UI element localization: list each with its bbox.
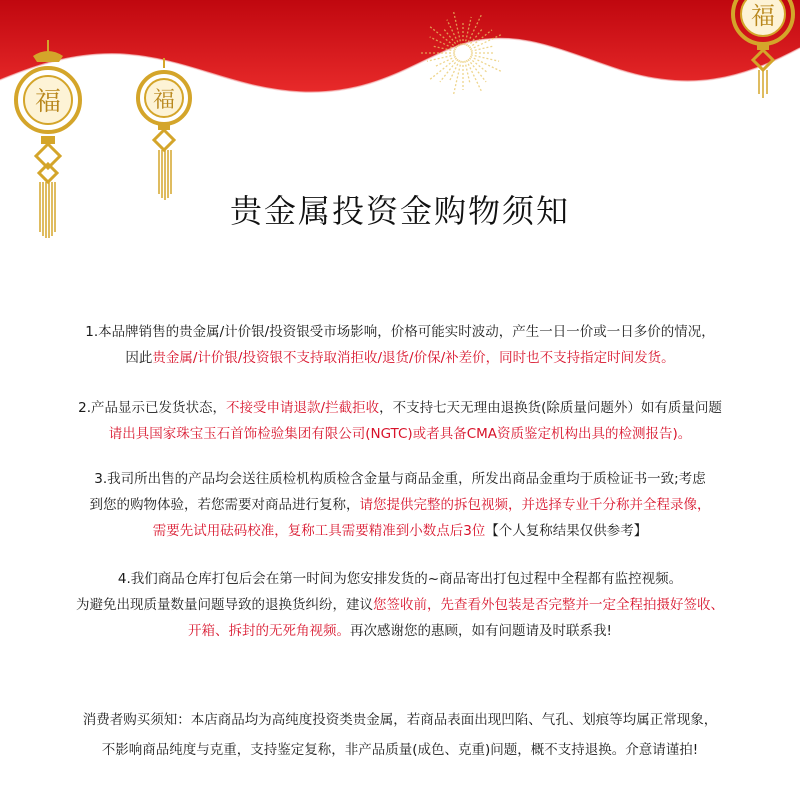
consumer-notice [10, 705, 790, 765]
firework-ray [430, 37, 456, 50]
notice-text: 【个人复称结果仅供参考】 [485, 523, 648, 539]
fu-medallion-icon: 福 [34, 87, 62, 117]
fu-medallion-right [728, 0, 798, 104]
notice-line [10, 592, 790, 618]
notice-section-2 [10, 395, 790, 447]
firework-ray [465, 17, 471, 45]
notice-text: 到您的购物体验，若您需要对商品进行复称， [89, 497, 360, 513]
notice-line [10, 319, 790, 345]
notice-section-1 [10, 319, 790, 371]
notice-highlight: 您签收前，先查看外包装是否完整并一定全程拍摄好签收、 [373, 597, 724, 613]
red-festive-banner [0, 0, 800, 110]
notice-text: 3.我司所出售的产品均会送往质检机构质检含金量与商品金重，所发出商品金重均于质检证书一致;考虑 [94, 471, 706, 487]
banner-svg [0, 0, 800, 110]
banner-wave [0, 0, 800, 92]
notice-line [10, 395, 790, 421]
notice-text: 为避免出现质量数量问题导致的退换货纠纷，建议 [76, 597, 373, 613]
notice-highlight: 不接受申请退款/拦截拒收 [226, 400, 380, 416]
notice-highlight: 开箱、拆封的无死角视频。 [188, 623, 351, 639]
fu-medallion-icon: 福 [152, 88, 176, 113]
firework-ray [469, 30, 492, 48]
notice-section-3 [10, 466, 790, 544]
notice-line [10, 566, 790, 592]
firework-ray [447, 20, 460, 46]
notice-text: 再次感谢您的惠顾，如有问题请及时联系我! [350, 623, 612, 639]
notice-section-4 [10, 566, 790, 644]
notice-text: ，不支持七天无理由退换货(除质量问题外）如有质量问题 [379, 400, 722, 416]
firework-ray [471, 55, 499, 61]
notice-line [10, 421, 790, 447]
firework-ray [468, 59, 486, 82]
notice-text: 因此 [125, 350, 153, 366]
footer-line: 不影响商品纯度与克重，支持鉴定复称，非产品质量(成色、克重)问题，概不支持退换。介意请谨拍! [101, 742, 699, 758]
firework-ray [440, 59, 458, 82]
firework-ray [453, 61, 461, 96]
firework-ray [429, 58, 457, 80]
notice-text: 2.产品显示已发货状态， [78, 400, 227, 416]
notice-line [10, 618, 790, 644]
page-title: 贵金属投资金购物须知 [229, 192, 570, 230]
notice-line [10, 518, 790, 544]
firework-ray [453, 10, 461, 45]
notice-highlight: 贵金属/计价银/投资银不支持取消拒收/退货/价保/补差价，同时也不支持指定时间发货。 [152, 350, 675, 366]
notice-line [10, 466, 790, 492]
fu-medallion-icon: 福 [751, 2, 775, 30]
footer-line: 消费者购买须知：本店商品均为高纯度投资类贵金属，若商品表面出现凹陷、气孔、划痕等均属正常现象， [82, 712, 718, 728]
firework-ray [427, 55, 455, 61]
firework-icon [418, 8, 508, 98]
notice-line [10, 492, 790, 518]
firework-ray [429, 26, 457, 48]
notice-highlight: 请出具国家珠宝玉石首饰检验集团有限公司(NGTC)或者具备CMA资质鉴定机构出具的检测报告)。 [108, 426, 692, 442]
notice-text: 1.本品牌销售的贵金属/计价银/投资银受市场影响，价格可能实时波动，产生一日一价或一日多价的情况， [85, 324, 715, 340]
notice-text: 4.我们商品仓库打包后会在第一时间为您安排发货的~商品寄出打包过程中全程都有监控视频。 [117, 571, 683, 587]
notice-line [10, 345, 790, 371]
notice-highlight: 请您提供完整的拆包视频，并选择专业千分称并全程录像， [359, 497, 711, 513]
notice-highlight: 需要先试用砝码校准，复称工具需要精准到小数点后3位 [152, 523, 486, 539]
